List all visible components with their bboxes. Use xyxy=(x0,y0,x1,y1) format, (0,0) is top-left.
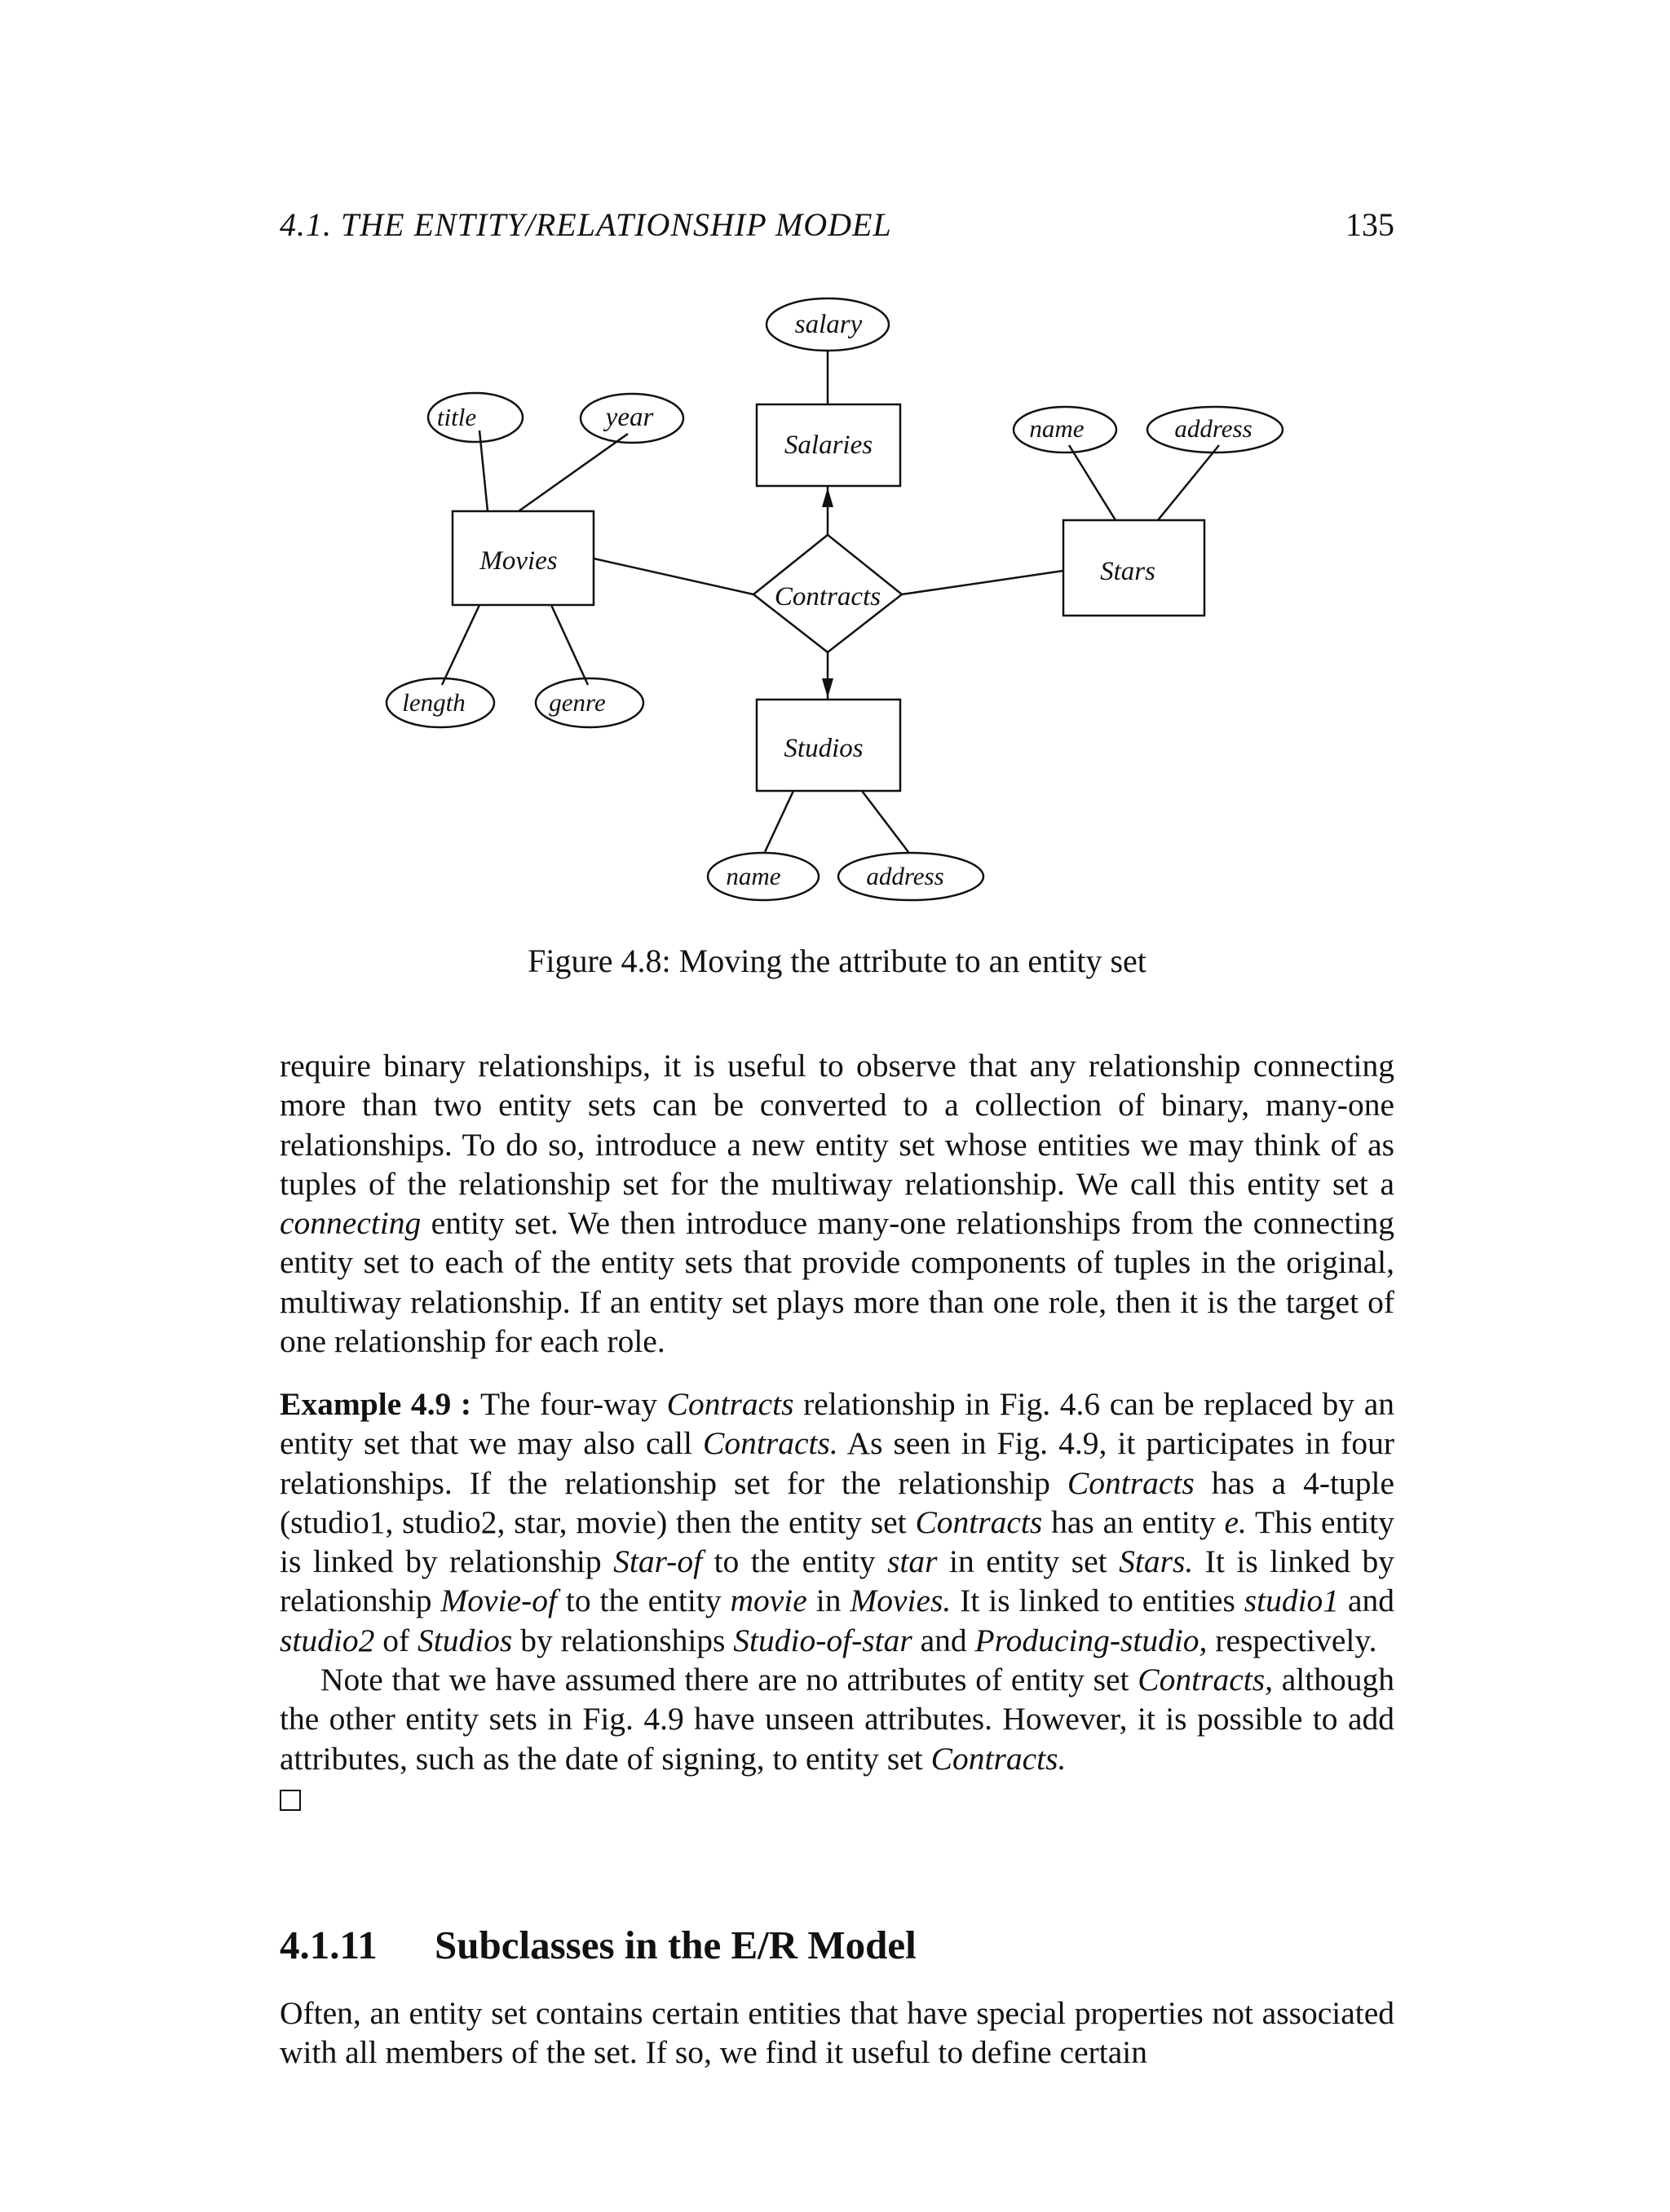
ex-s4: has a 4-tuple (studio1, studio2, star, movie) then the entity set xyxy=(280,1464,1394,1540)
p1-text: require binary relationships, it is useful to observe that any relationship connecting more than two entity sets can be converted to a collection of binary, many-one relationships. To do so, introduce a new entity set whose entities we may think of as tuples of the relationship set for the multiway relationship. We call this entity set a xyxy=(280,1048,1394,1202)
final-paragraph-text: Often, an entity set contains certain entities that have special properties not associated with all members of the set. If so, we find it useful to define certain xyxy=(280,1995,1394,2071)
p3-contracts2: Contracts. xyxy=(930,1740,1067,1777)
line-address-stars xyxy=(1158,445,1219,520)
section-title: Subclasses in the E/R Model xyxy=(435,1923,917,1967)
label-title: title xyxy=(436,403,477,431)
section-number: 4.1.11 xyxy=(280,1923,378,1967)
ex-stars: Stars. xyxy=(1119,1543,1194,1580)
section-heading xyxy=(280,1922,1394,1968)
ex-s9: It is linked by relationship xyxy=(280,1543,1394,1619)
ex-starof: Star-of xyxy=(613,1543,703,1580)
line-year-movies xyxy=(519,434,628,511)
label-salary: salary xyxy=(794,310,863,339)
ex-movies: Movies. xyxy=(850,1583,952,1619)
ex-s7: to the entity xyxy=(702,1543,888,1580)
ex-studios: Studios xyxy=(417,1622,513,1658)
p3-contracts1: Contracts, xyxy=(1138,1662,1273,1698)
ex-s5: has an entity xyxy=(1042,1503,1225,1540)
ex-star: star xyxy=(887,1543,938,1580)
ex-contracts3: Contracts xyxy=(1067,1464,1195,1501)
p1-text-end: entity set. We then introduce many-one relationships from the connecting entity set to each of the entity sets that provide components of tuples in the original, multiway relationship. If an entity set plays more than one role, then it is the target of one relationship for each role. xyxy=(280,1205,1394,1360)
ex-s16: and xyxy=(912,1622,975,1658)
label-stars-address: address xyxy=(1174,414,1252,443)
line-contracts-stars xyxy=(902,571,1063,594)
example-label: Example 4.9 : xyxy=(280,1386,472,1422)
ex-s12: It is linked to entities xyxy=(951,1583,1244,1619)
ex-movie: movie xyxy=(730,1583,807,1619)
ex-s17: respectively. xyxy=(1207,1622,1377,1658)
ex-contracts2: Contracts. xyxy=(703,1425,838,1462)
line-name-stars xyxy=(1069,445,1116,520)
ex-s14: of xyxy=(374,1622,418,1658)
example-paragraph xyxy=(280,1384,1394,1660)
label-stars: Stars xyxy=(1100,557,1155,586)
ex-studio2: studio2 xyxy=(280,1622,375,1658)
ex-contracts4: Contracts xyxy=(915,1503,1043,1540)
ex-producingstudio: Producing-studio, xyxy=(974,1622,1208,1658)
ex-s10: to the entity xyxy=(556,1583,731,1619)
ex-s8: in entity set xyxy=(937,1543,1120,1580)
line-movies-genre xyxy=(551,605,588,685)
er-diagram xyxy=(0,0,1670,929)
arrowhead-to-studios xyxy=(822,678,833,698)
line-studios-name xyxy=(765,791,793,852)
line-studios-address xyxy=(862,791,908,852)
p1-em-connecting: connecting xyxy=(280,1205,422,1242)
arrowhead-to-salaries xyxy=(822,488,833,507)
p3-s2: although the other entity sets in Fig. 4.9 have unseen attributes. However, it is possible to add attributes, such as the date of signing, to entity set xyxy=(280,1662,1394,1777)
ex-s11: in xyxy=(806,1583,850,1619)
ex-studioofstar: Studio-of-star xyxy=(733,1622,912,1658)
ex-s13: and xyxy=(1339,1583,1394,1619)
label-genre: genre xyxy=(549,688,606,717)
line-movies-contracts xyxy=(594,559,753,594)
label-movies: Movies xyxy=(479,546,558,576)
ex-movieof: Movie-of xyxy=(440,1583,557,1619)
ex-studio1: studio1 xyxy=(1244,1583,1340,1619)
end-of-example-square-icon xyxy=(280,1790,301,1811)
body-paragraph-3 xyxy=(280,1660,1394,1820)
label-length: length xyxy=(402,688,466,717)
figure-caption: Figure 4.8: Moving the attribute to an entity set xyxy=(528,943,1146,979)
label-studios-name: name xyxy=(726,862,781,890)
ex-s1: The four-way xyxy=(471,1386,667,1422)
ex-s3: As seen in Fig. 4.9, it participates in four relationships. If the relationship set for the relationship xyxy=(280,1425,1394,1501)
line-movies-length xyxy=(442,605,479,685)
label-contracts: Contracts xyxy=(774,582,881,612)
body-paragraph-4 xyxy=(280,1993,1394,2073)
label-studios-address: address xyxy=(866,862,944,890)
p3-s1: Note that we have assumed there are no attributes of entity set xyxy=(320,1662,1138,1698)
label-studios: Studios xyxy=(784,734,864,763)
label-year: year xyxy=(605,403,654,432)
body-paragraph-1 xyxy=(280,1046,1394,1361)
ex-s6: This entity is linked by relationship xyxy=(280,1503,1394,1580)
page-number: 135 xyxy=(1345,206,1394,243)
label-salaries: Salaries xyxy=(784,430,873,460)
label-stars-name: name xyxy=(1029,414,1085,443)
running-head-section: 4.1. THE ENTITY/RELATIONSHIP MODEL xyxy=(280,206,892,243)
ex-s2: relationship in Fig. 4.6 can be replaced by an entity set that we may also call xyxy=(280,1386,1394,1462)
ex-s15: by relationships xyxy=(512,1622,734,1658)
ex-contracts1: Contracts xyxy=(666,1386,794,1422)
ex-e: e. xyxy=(1224,1503,1247,1540)
